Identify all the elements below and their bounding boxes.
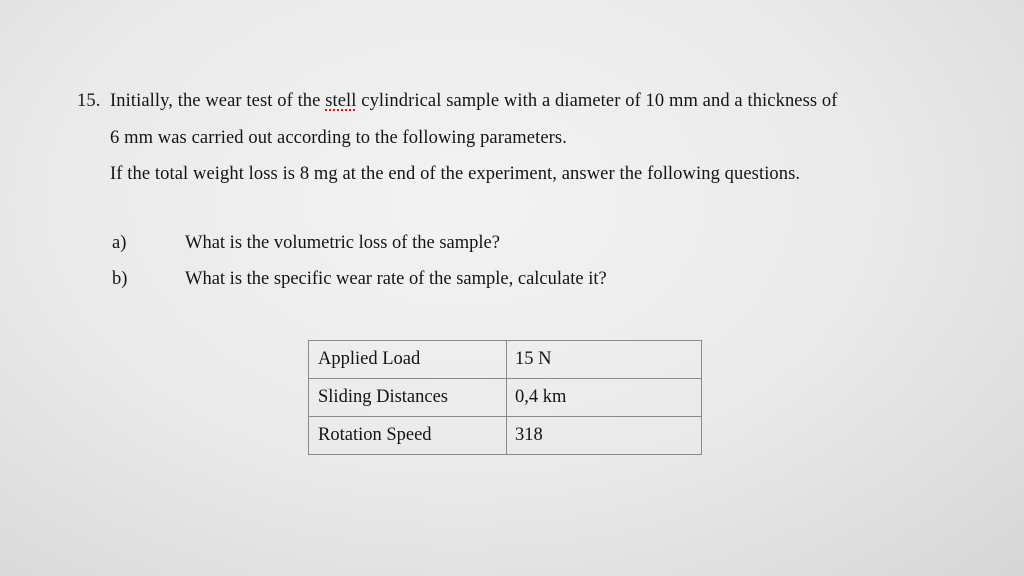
question-number: 15. (77, 91, 101, 111)
question-line-1 (110, 91, 838, 112)
question-line-1-start: Initially, the wear test of the (110, 91, 326, 111)
parameter-value: 15 N (507, 341, 702, 379)
subquestion-b-text: What is the specific wear rate of the sample, calculate it? (185, 269, 607, 289)
question-line-1-end: cylindrical sample with a diameter of 10 mm and a thickness of (356, 91, 838, 111)
parameter-name: Sliding Distances (309, 379, 507, 417)
parameters-table (308, 340, 702, 455)
question-line-3: If the total weight loss is 8 mg at the end of the experiment, answer the following questions. (110, 164, 801, 184)
table-row (309, 379, 702, 417)
subquestion-b-label: b) (112, 269, 128, 289)
parameter-value: 318 (507, 417, 702, 455)
subquestion-a-label: a) (112, 233, 127, 253)
question-line-2: 6 mm was carried out according to the following parameters. (110, 128, 567, 148)
parameter-name: Applied Load (309, 341, 507, 379)
parameter-name: Rotation Speed (309, 417, 507, 455)
subquestion-a-text: What is the volumetric loss of the sample? (185, 233, 500, 253)
parameter-value: 0,4 km (507, 379, 702, 417)
table-row (309, 417, 702, 455)
table-row (309, 341, 702, 379)
misspelled-word: stell (325, 91, 357, 111)
